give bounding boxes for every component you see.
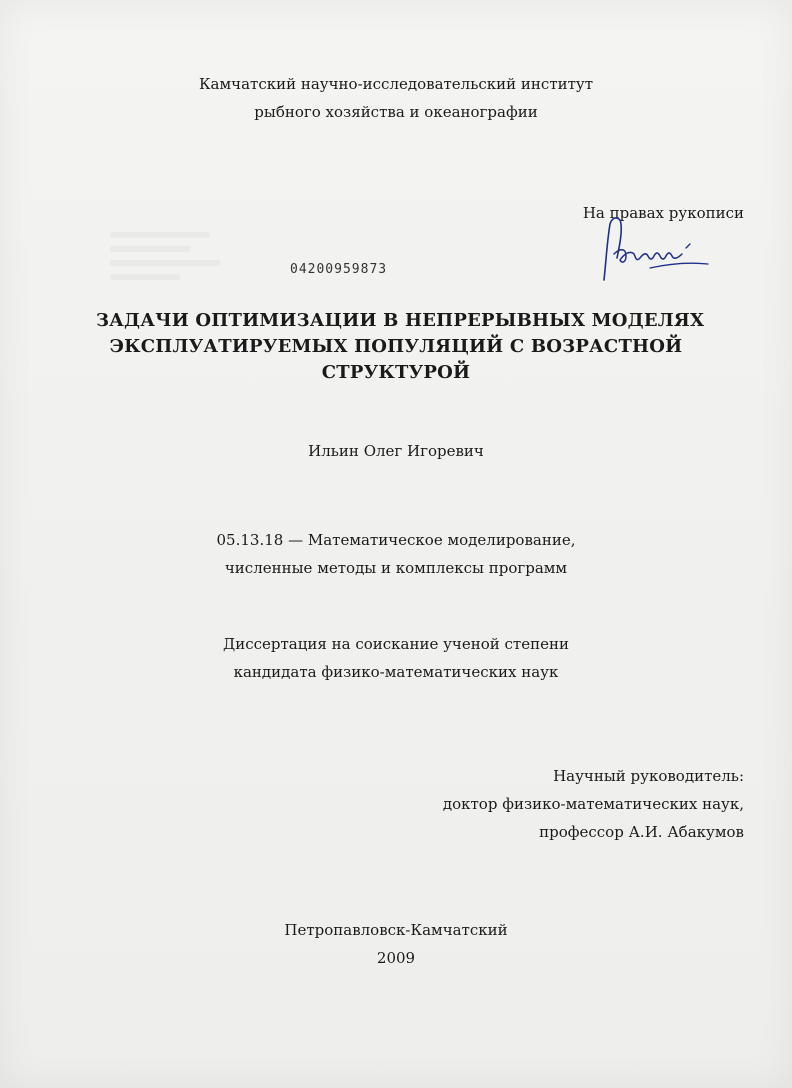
place-and-year [0,916,792,972]
rights-note: На правах рукописи [582,204,744,222]
city: Петропавловск-Камчатский [284,921,508,939]
institute-line-1: Камчатский научно-исследовательский институт [198,75,594,93]
dissertation-title [96,308,705,386]
degree [0,630,792,686]
advisor-line-1: Научный руководитель: [553,767,744,785]
specialty-line-1: 05.13.18 — Математическое моделирование, [216,531,576,549]
advisor-line-3: профессор А.И. Абакумов [539,823,744,841]
title-line-2: ЭКСПЛУАТИРУЕМЫХ ПОПУЛЯЦИЙ С ВОЗРАСТНОЙ [109,336,683,357]
scientific-advisor [443,762,744,846]
advisor-line-2: доктор физико-математических наук, [442,795,744,813]
degree-line-1: Диссертация на соискание ученой степени [223,635,569,653]
degree-line-2: кандидата физико-математических наук [233,663,559,681]
year: 2009 [376,949,416,967]
scan-artifact [110,274,180,280]
catalog-number: 04200959873 [290,262,388,277]
title-line-1: ЗАДАЧИ ОПТИМИЗАЦИИ В НЕПРЕРЫВНЫХ МОДЕЛЯХ [96,310,705,331]
specialty [0,526,792,582]
institute-line-2: рыбного хозяйства и океанографии [254,103,538,121]
institute-header [0,70,792,126]
title-line-3: СТРУКТУРОЙ [321,362,471,383]
author-name: Ильин Олег Игоревич [308,442,484,460]
specialty-line-2: численные методы и комплексы программ [224,559,568,577]
scan-artifact [110,260,220,266]
signature-icon [590,214,720,284]
scan-artifact [110,232,210,238]
scan-artifact [110,246,190,252]
